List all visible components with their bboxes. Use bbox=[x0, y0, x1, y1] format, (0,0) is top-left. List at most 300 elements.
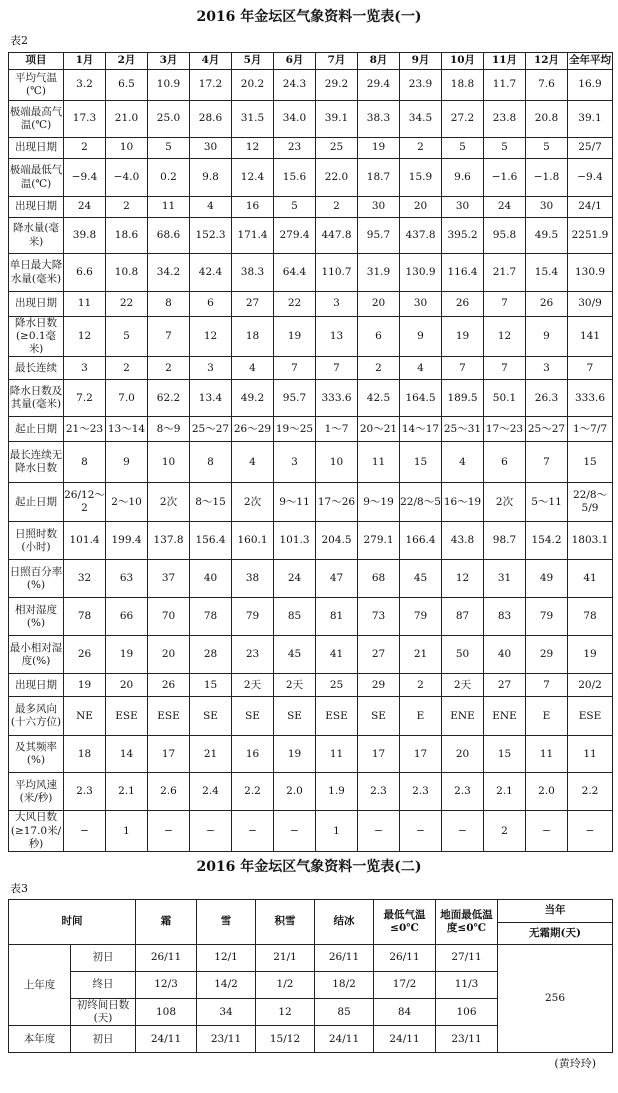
cell: 22/8～5/9 bbox=[568, 483, 613, 522]
row-label: 出现日期 bbox=[9, 674, 64, 697]
cell: 1/2 bbox=[256, 972, 315, 999]
climate-table-1 bbox=[8, 52, 613, 852]
cell: 0.2 bbox=[148, 159, 190, 197]
cell: 11.7 bbox=[484, 70, 526, 101]
cell: 79 bbox=[232, 598, 274, 636]
cell: 28 bbox=[190, 636, 232, 674]
cell: 23.9 bbox=[400, 70, 442, 101]
cell: 20～21 bbox=[358, 417, 400, 442]
cell: 7 bbox=[442, 357, 484, 380]
cell: 20 bbox=[106, 674, 148, 697]
cell: 3 bbox=[274, 442, 316, 483]
cell: 15 bbox=[190, 674, 232, 697]
row-label: 平均风速(米/秒) bbox=[9, 773, 64, 811]
table-row bbox=[9, 101, 613, 138]
col-frost: 霜 bbox=[136, 900, 197, 945]
cell: 95.7 bbox=[274, 380, 316, 417]
cell: 18 bbox=[232, 317, 274, 357]
cell: 50 bbox=[442, 636, 484, 674]
cell: 1.9 bbox=[316, 773, 358, 811]
cell: 12 bbox=[256, 999, 315, 1026]
cell: 3.2 bbox=[64, 70, 106, 101]
cell: 333.6 bbox=[568, 380, 613, 417]
cell: 31.5 bbox=[232, 101, 274, 138]
column-header: 7月 bbox=[316, 53, 358, 70]
col-ice: 结冰 bbox=[315, 900, 374, 945]
table-row bbox=[9, 674, 613, 697]
cell: 101.3 bbox=[274, 522, 316, 560]
cell: 23 bbox=[232, 636, 274, 674]
column-header: 9月 bbox=[400, 53, 442, 70]
cell: 21 bbox=[190, 736, 232, 773]
cell: 6 bbox=[358, 317, 400, 357]
cell: 95.8 bbox=[484, 218, 526, 254]
row-label: 出现日期 bbox=[9, 292, 64, 317]
cell: 11 bbox=[316, 736, 358, 773]
cell: −1.6 bbox=[484, 159, 526, 197]
cell: 5～11 bbox=[526, 483, 568, 522]
cell: 39.8 bbox=[64, 218, 106, 254]
cell: 20/2 bbox=[568, 674, 613, 697]
table-row bbox=[9, 380, 613, 417]
cell: 22/8～5 bbox=[400, 483, 442, 522]
cell: 23/11 bbox=[436, 1026, 498, 1053]
cell: − bbox=[526, 811, 568, 851]
table-row bbox=[9, 483, 613, 522]
cell: 9～11 bbox=[274, 483, 316, 522]
cell: 130.9 bbox=[400, 254, 442, 292]
cell: 25～27 bbox=[190, 417, 232, 442]
cell: 2次 bbox=[148, 483, 190, 522]
column-header: 6月 bbox=[274, 53, 316, 70]
cell: 12 bbox=[442, 560, 484, 598]
cell: 18.6 bbox=[106, 218, 148, 254]
cell: 70 bbox=[148, 598, 190, 636]
row-label: 极端最高气温(℃) bbox=[9, 101, 64, 138]
cell: 27 bbox=[484, 674, 526, 697]
cell: 62.2 bbox=[148, 380, 190, 417]
cell: 2 bbox=[106, 357, 148, 380]
cell: 25～31 bbox=[442, 417, 484, 442]
cell: 24/1 bbox=[568, 197, 613, 218]
row-label: 最多风向(十六方位) bbox=[9, 697, 64, 736]
cell: 15.6 bbox=[274, 159, 316, 197]
cell: 21/1 bbox=[256, 945, 315, 972]
cell: 2.3 bbox=[64, 773, 106, 811]
cell: 26 bbox=[526, 292, 568, 317]
cell: 447.8 bbox=[316, 218, 358, 254]
cell: 2 bbox=[148, 357, 190, 380]
cell: ENE bbox=[484, 697, 526, 736]
cell: 17～23 bbox=[484, 417, 526, 442]
column-header: 1月 bbox=[64, 53, 106, 70]
cell: − bbox=[442, 811, 484, 851]
table-row bbox=[9, 254, 613, 292]
table-row bbox=[9, 218, 613, 254]
cell: 38.3 bbox=[358, 101, 400, 138]
cell: 395.2 bbox=[442, 218, 484, 254]
table2-label: 表3 bbox=[10, 882, 28, 895]
row-label: 初日 bbox=[71, 1026, 136, 1053]
cell: ESE bbox=[106, 697, 148, 736]
cell: 7 bbox=[316, 357, 358, 380]
table-row bbox=[9, 636, 613, 674]
col-frost-free: 无霜期(天) bbox=[498, 922, 613, 945]
cell: 49 bbox=[526, 560, 568, 598]
cell: 2天 bbox=[442, 674, 484, 697]
row-label: 起止日期 bbox=[9, 417, 64, 442]
table1-header-row bbox=[9, 53, 613, 70]
cell: 164.5 bbox=[400, 380, 442, 417]
cell: 7 bbox=[526, 442, 568, 483]
cell: 73 bbox=[358, 598, 400, 636]
cell: 68 bbox=[358, 560, 400, 598]
cell: 12/3 bbox=[136, 972, 197, 999]
cell: 30 bbox=[400, 292, 442, 317]
cell: 1 bbox=[316, 811, 358, 851]
table-row bbox=[9, 598, 613, 636]
cell: 18.8 bbox=[442, 70, 484, 101]
cell: 17 bbox=[148, 736, 190, 773]
cell: 108 bbox=[136, 999, 197, 1026]
climate-table-2 bbox=[8, 899, 613, 1053]
cell: 7.2 bbox=[64, 380, 106, 417]
cell: 16～19 bbox=[442, 483, 484, 522]
cell: 106 bbox=[436, 999, 498, 1026]
row-label: 最长连续无降水日数 bbox=[9, 442, 64, 483]
cell: 2.0 bbox=[526, 773, 568, 811]
cell: 9 bbox=[400, 317, 442, 357]
cell: 137.8 bbox=[148, 522, 190, 560]
cell: 18.7 bbox=[358, 159, 400, 197]
cell: 12 bbox=[484, 317, 526, 357]
cell: 19 bbox=[106, 636, 148, 674]
col-current-year: 当年 bbox=[498, 900, 613, 923]
cell: 2 bbox=[400, 138, 442, 159]
cell: 152.3 bbox=[190, 218, 232, 254]
cell: 13 bbox=[316, 317, 358, 357]
row-label: 降水日数(≥0.1毫米) bbox=[9, 317, 64, 357]
cell: 78 bbox=[568, 598, 613, 636]
cell: 24 bbox=[484, 197, 526, 218]
cell: 29 bbox=[526, 636, 568, 674]
row-label: 极端最低气温(℃) bbox=[9, 159, 64, 197]
cell: 18/2 bbox=[315, 972, 374, 999]
cell: −1.8 bbox=[526, 159, 568, 197]
cell: 4 bbox=[190, 197, 232, 218]
column-header: 3月 bbox=[148, 53, 190, 70]
cell: 16 bbox=[232, 736, 274, 773]
cell: 2.0 bbox=[274, 773, 316, 811]
cell: 2 bbox=[358, 357, 400, 380]
row-label: 降水日数及其量(毫米) bbox=[9, 380, 64, 417]
cell: 154.2 bbox=[526, 522, 568, 560]
cell: 27/11 bbox=[436, 945, 498, 972]
cell: −4.0 bbox=[106, 159, 148, 197]
cell: 5 bbox=[484, 138, 526, 159]
cell: − bbox=[64, 811, 106, 851]
cell: 8 bbox=[190, 442, 232, 483]
cell: 20 bbox=[400, 197, 442, 218]
cell: 3 bbox=[190, 357, 232, 380]
cell: 29 bbox=[358, 674, 400, 697]
cell: 85 bbox=[274, 598, 316, 636]
column-header: 5月 bbox=[232, 53, 274, 70]
cell: 7 bbox=[526, 674, 568, 697]
row-label: 降水量(毫米) bbox=[9, 218, 64, 254]
row-label: 出现日期 bbox=[9, 138, 64, 159]
cell: 17 bbox=[400, 736, 442, 773]
cell: 2.2 bbox=[568, 773, 613, 811]
cell: 26/11 bbox=[315, 945, 374, 972]
cell: 26/11 bbox=[374, 945, 436, 972]
row-label: 终日 bbox=[71, 972, 136, 999]
cell: 14～17 bbox=[400, 417, 442, 442]
table-row bbox=[9, 560, 613, 598]
cell: 24/11 bbox=[315, 1026, 374, 1053]
cell: 16.9 bbox=[568, 70, 613, 101]
cell: 4 bbox=[400, 357, 442, 380]
cell: 4 bbox=[232, 357, 274, 380]
cell: 4 bbox=[232, 442, 274, 483]
cell: 45 bbox=[400, 560, 442, 598]
cell: 12 bbox=[232, 138, 274, 159]
cell: 6.6 bbox=[64, 254, 106, 292]
cell: 166.4 bbox=[400, 522, 442, 560]
table1-title: 2016 年金坛区气象资料一览表(一) bbox=[196, 9, 422, 25]
cell: 50.1 bbox=[484, 380, 526, 417]
cell: 7 bbox=[484, 292, 526, 317]
cell: − bbox=[190, 811, 232, 851]
cell: 3 bbox=[316, 292, 358, 317]
cell: 333.6 bbox=[316, 380, 358, 417]
cell: 12/1 bbox=[197, 945, 256, 972]
cell: 10 bbox=[148, 442, 190, 483]
cell: 2.4 bbox=[190, 773, 232, 811]
table-row bbox=[9, 70, 613, 101]
cell: SE bbox=[232, 697, 274, 736]
cell: 20 bbox=[358, 292, 400, 317]
column-header: 12月 bbox=[526, 53, 568, 70]
cell: 31.9 bbox=[358, 254, 400, 292]
cell: 279.1 bbox=[358, 522, 400, 560]
cell: 3 bbox=[526, 357, 568, 380]
cell: 34 bbox=[197, 999, 256, 1026]
cell: 79 bbox=[526, 598, 568, 636]
cell: 17 bbox=[358, 736, 400, 773]
cell: 2天 bbox=[232, 674, 274, 697]
time-header: 时间 bbox=[9, 900, 136, 945]
cell: 21 bbox=[400, 636, 442, 674]
col-snow: 雪 bbox=[197, 900, 256, 945]
cell: 16 bbox=[232, 197, 274, 218]
cell: 189.5 bbox=[442, 380, 484, 417]
cell: 11 bbox=[358, 442, 400, 483]
cell: 28.6 bbox=[190, 101, 232, 138]
cell: 34.5 bbox=[400, 101, 442, 138]
cell: 34.0 bbox=[274, 101, 316, 138]
table-row bbox=[9, 357, 613, 380]
table-row bbox=[9, 697, 613, 736]
cell: 2～10 bbox=[106, 483, 148, 522]
cell: 204.5 bbox=[316, 522, 358, 560]
cell: 26.3 bbox=[526, 380, 568, 417]
cell: 15 bbox=[400, 442, 442, 483]
cell: 15.9 bbox=[400, 159, 442, 197]
cell: 68.6 bbox=[148, 218, 190, 254]
cell: −9.4 bbox=[568, 159, 613, 197]
cell: 19 bbox=[274, 317, 316, 357]
cell: 7.0 bbox=[106, 380, 148, 417]
cell: 11 bbox=[64, 292, 106, 317]
cell: 171.4 bbox=[232, 218, 274, 254]
cell: ENE bbox=[442, 697, 484, 736]
table-row bbox=[9, 442, 613, 483]
row-label: 出现日期 bbox=[9, 197, 64, 218]
cell: 10.9 bbox=[148, 70, 190, 101]
cell: 8 bbox=[64, 442, 106, 483]
cell: 14/2 bbox=[197, 972, 256, 999]
cell: 19～25 bbox=[274, 417, 316, 442]
cell: − bbox=[568, 811, 613, 851]
cell: 9～19 bbox=[358, 483, 400, 522]
cell: 199.4 bbox=[106, 522, 148, 560]
row-label: 日照时数(小时) bbox=[9, 522, 64, 560]
cell: 20.2 bbox=[232, 70, 274, 101]
cell: 2.3 bbox=[442, 773, 484, 811]
cell: 17/2 bbox=[374, 972, 436, 999]
cell: 83 bbox=[484, 598, 526, 636]
cell: E bbox=[400, 697, 442, 736]
cell: − bbox=[148, 811, 190, 851]
cell: 10.8 bbox=[106, 254, 148, 292]
column-header: 4月 bbox=[190, 53, 232, 70]
cell: SE bbox=[190, 697, 232, 736]
cell: 40 bbox=[190, 560, 232, 598]
cell: 15 bbox=[568, 442, 613, 483]
cell: E bbox=[526, 697, 568, 736]
table-row bbox=[9, 736, 613, 773]
table-row bbox=[9, 159, 613, 197]
column-header: 全年平均 bbox=[568, 53, 613, 70]
cell: 1 bbox=[106, 811, 148, 851]
cell: 6 bbox=[484, 442, 526, 483]
cell: 26 bbox=[148, 674, 190, 697]
cell: 9.6 bbox=[442, 159, 484, 197]
cell: 19 bbox=[358, 138, 400, 159]
cell: − bbox=[358, 811, 400, 851]
cell: 22 bbox=[274, 292, 316, 317]
cell: 15.4 bbox=[526, 254, 568, 292]
cell: 1～7 bbox=[316, 417, 358, 442]
cell: 19 bbox=[274, 736, 316, 773]
cell: 45 bbox=[274, 636, 316, 674]
cell: 20 bbox=[442, 736, 484, 773]
cell: 3 bbox=[64, 357, 106, 380]
cell: 47 bbox=[316, 560, 358, 598]
cell: 7 bbox=[568, 357, 613, 380]
cell: 25/7 bbox=[568, 138, 613, 159]
cell: 66 bbox=[106, 598, 148, 636]
cell: NE bbox=[64, 697, 106, 736]
cell: 27 bbox=[358, 636, 400, 674]
cell: 2次 bbox=[232, 483, 274, 522]
cell: − bbox=[400, 811, 442, 851]
cell: 95.7 bbox=[358, 218, 400, 254]
column-header: 8月 bbox=[358, 53, 400, 70]
cell: 49.5 bbox=[526, 218, 568, 254]
cell: 27 bbox=[232, 292, 274, 317]
cell: 29.2 bbox=[316, 70, 358, 101]
cell: 41 bbox=[316, 636, 358, 674]
cell: 5 bbox=[106, 317, 148, 357]
cell: 21.0 bbox=[106, 101, 148, 138]
cell: 41 bbox=[568, 560, 613, 598]
cell: 6 bbox=[190, 292, 232, 317]
cell: 25.0 bbox=[148, 101, 190, 138]
cell: 19 bbox=[568, 636, 613, 674]
cell: 9.8 bbox=[190, 159, 232, 197]
cell: 24 bbox=[64, 197, 106, 218]
cell: 40 bbox=[484, 636, 526, 674]
cell: 13～14 bbox=[106, 417, 148, 442]
cell: 11 bbox=[148, 197, 190, 218]
author-signature: (黄玲玲) bbox=[554, 1057, 596, 1070]
cell: 85 bbox=[315, 999, 374, 1026]
cell: 20.8 bbox=[526, 101, 568, 138]
col-min-temp: 最低气温≤0℃ bbox=[374, 900, 436, 945]
table-row bbox=[9, 317, 613, 357]
cell: 2 bbox=[400, 674, 442, 697]
row-label: 日照百分率(%) bbox=[9, 560, 64, 598]
cell: 21～23 bbox=[64, 417, 106, 442]
cell: 9 bbox=[106, 442, 148, 483]
cell: 21.7 bbox=[484, 254, 526, 292]
cell: 19 bbox=[442, 317, 484, 357]
cell: 12 bbox=[190, 317, 232, 357]
cell: 17.2 bbox=[190, 70, 232, 101]
cell: 23.8 bbox=[484, 101, 526, 138]
cell: 7 bbox=[148, 317, 190, 357]
cell: ESE bbox=[148, 697, 190, 736]
cell: 130.9 bbox=[568, 254, 613, 292]
cell: 37 bbox=[148, 560, 190, 598]
cell: 11/3 bbox=[436, 972, 498, 999]
cell: 43.8 bbox=[442, 522, 484, 560]
cell: 2.2 bbox=[232, 773, 274, 811]
cell: 24 bbox=[274, 560, 316, 598]
cell: 2 bbox=[64, 138, 106, 159]
cell: ESE bbox=[568, 697, 613, 736]
cell: 34.2 bbox=[148, 254, 190, 292]
cell: 9 bbox=[526, 317, 568, 357]
cell: 18 bbox=[64, 736, 106, 773]
cell: − bbox=[232, 811, 274, 851]
cell: 1～7/7 bbox=[568, 417, 613, 442]
cell: 81 bbox=[316, 598, 358, 636]
row-label: 最小相对湿度(%) bbox=[9, 636, 64, 674]
cell: SE bbox=[358, 697, 400, 736]
cell: 2.3 bbox=[358, 773, 400, 811]
table-row bbox=[9, 811, 613, 851]
cell: 30 bbox=[526, 197, 568, 218]
cell: 22.0 bbox=[316, 159, 358, 197]
cell: 25 bbox=[316, 674, 358, 697]
table2-title: 2016 年金坛区气象资料一览表(二) bbox=[196, 859, 422, 875]
cell: 4 bbox=[442, 442, 484, 483]
cell: 24/11 bbox=[374, 1026, 436, 1053]
cell: 8～15 bbox=[190, 483, 232, 522]
